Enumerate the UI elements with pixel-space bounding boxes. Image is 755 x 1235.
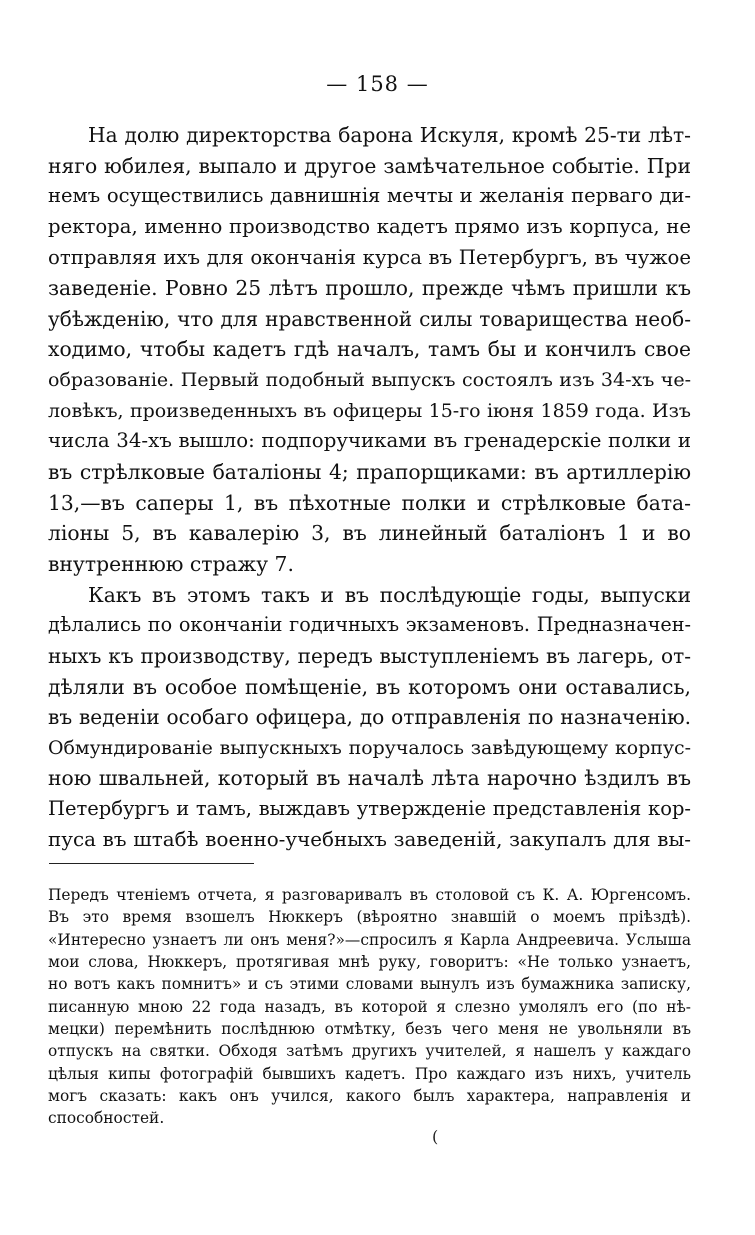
footnote-line: мои слова, Нюккеръ, протягивая мнѣ руку, говоритъ: «Не только узнаетъ,: [48, 953, 691, 972]
text-line: ходимо, чтобы кадетъ гдѣ началъ, тамъ бы и кончилъ свое: [48, 337, 691, 362]
footnote-line: могъ сказать: какъ онъ учился, какого былъ характера, направленія и: [48, 1087, 691, 1106]
text-line: въ веденіи особаго офицера, до отправленія по назначенію.: [48, 705, 691, 730]
footnote-line: цѣлыя кипы фотографій бывшихъ кадетъ. Про каждаго изъ нихъ, учитель: [48, 1064, 691, 1083]
footnote-block: [48, 884, 691, 1130]
footnote-line: отпускъ на святки. Обходя затѣмъ другихъ учителей, я нашелъ у каждаго: [48, 1042, 691, 1061]
footnote-line: Передъ чтеніемъ отчета, я разговаривалъ въ столовой съ К. А. Юргенсомъ.: [48, 886, 691, 904]
footnote-line: способностей.: [48, 1109, 165, 1128]
text-line: заведеніе. Ровно 25 лѣтъ прошло, прежде чѣмъ пришли къ: [48, 276, 691, 301]
text-line: ловѣкъ, произведенныхъ въ офицеры 15-го іюня 1859 года. Изъ: [48, 399, 691, 422]
page-number: — 158 —: [326, 72, 429, 96]
footnote-line: «Интересно узнаетъ ли онъ меня?»—спросилъ я Карла Андреевича. Услыша: [48, 930, 691, 949]
text-line: немъ осуществились давнишнія мечты и желанія перваго ди-: [48, 184, 691, 208]
text-line: На долю директорства барона Искуля, кромѣ 25-ти лѣт-: [88, 123, 691, 147]
footnote-line: но вотъ какъ помнитъ» и съ этими словами вынулъ изъ бумажника записку,: [48, 975, 691, 994]
text-line: Обмундированіе выпускныхъ поручалось завѣдующему корпус-: [48, 736, 691, 759]
text-line: няго юбилея, выпало и другое замѣчательное событіе. При: [48, 153, 691, 178]
text-line: ною швальней, который въ началѣ лѣта нарочно ѣздилъ въ: [48, 766, 691, 791]
footnote-line: писанную мною 22 года назадъ, въ которой я слезно умолялъ его (по нѣ-: [48, 997, 691, 1016]
text-line: отправляя ихъ для окончанія курса въ Петербургъ, въ чужое: [48, 245, 691, 269]
text-line: дѣляли въ особое помѣщеніе, въ которомъ они оставались,: [48, 674, 691, 699]
text-line: въ стрѣлковые баталіоны 4; прапорщиками: въ артиллерію: [48, 460, 691, 485]
text-line: ныхъ къ производству, передъ выступленіемъ въ лагерь, от-: [48, 643, 691, 668]
text-line: Петербургъ и тамъ, выждавъ утвержденіе представленія кор-: [48, 797, 691, 821]
text-line: образованіе. Первый подобный выпускъ состоялъ изъ 34-хъ че-: [48, 369, 691, 392]
text-line: ліоны 5, въ кавалерію 3, въ линейный баталіонъ 1 и во: [48, 521, 691, 546]
footnote-divider: [49, 863, 254, 864]
main-text-block: [48, 120, 691, 855]
text-line: убѣжденію, что для нравственной силы товарищества необ-: [48, 306, 691, 331]
footnote-line: Въ это время взошелъ Нюккеръ (вѣроятно знавшій о моемъ пріѣздѣ).: [48, 908, 691, 927]
text-line: ректора, именно производство кадетъ прямо изъ корпуса, не: [48, 214, 691, 238]
stray-ink-mark: (: [432, 1127, 439, 1146]
text-line: внутреннюю стражу 7.: [48, 551, 294, 576]
text-line: Какъ въ этомъ такъ и въ послѣдующіе годы, выпуски: [88, 582, 691, 607]
text-line: дѣлались по окончаніи годичныхъ экзаменовъ. Предназначен-: [48, 613, 691, 637]
footnote-line: мецки) перемѣнить послѣднюю отмѣтку, безъ чего меня не увольняли въ: [48, 1020, 691, 1039]
text-line: пуса въ штабѣ военно-учебныхъ заведеній, закупалъ для вы-: [48, 827, 691, 851]
text-line: числа 34-хъ вышло: подпоручиками въ гренадерскіе полки и: [48, 429, 691, 453]
text-line: 13,—въ саперы 1, въ пѣхотные полки и стрѣлковые бата-: [48, 490, 691, 515]
